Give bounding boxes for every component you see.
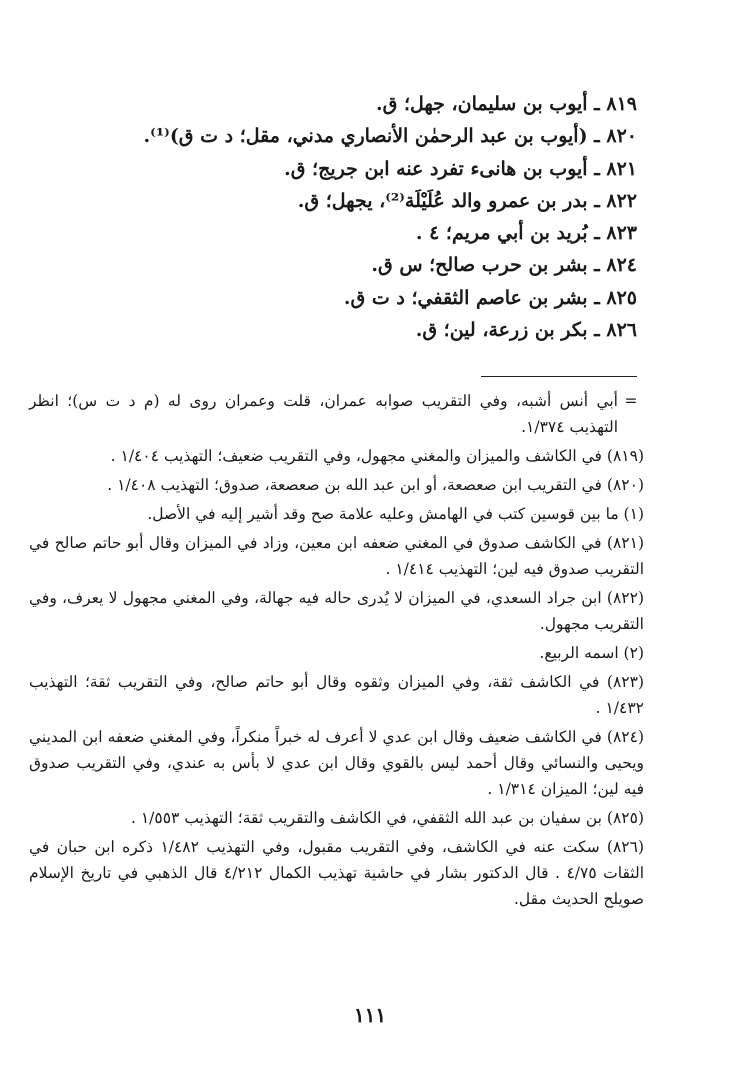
footnote-separator xyxy=(481,376,637,377)
entry-822: ٨٢٢ ـ بدر بن عمرو والد عُلَيْلَة⁽²⁾، يجهل؛ ق. xyxy=(297,189,637,212)
entries-list xyxy=(37,88,637,346)
entry-820: ٨٢٠ ـ (أيوب بن عبد الرحمٰن الأنصاري مدني، مقل؛ د ت ق)⁽¹⁾. xyxy=(143,125,637,148)
entry-823: ٨٢٣ ـ بُريد بن أبي مريم؛ ٤ . xyxy=(415,222,637,245)
footnote-824: (٨٢٤) في الكاشف ضعيف وقال ابن عدي لا أعرف له خبراً منكراً، وفي المغني ضعفه ابن المديني ويحيى والنسائي وقال أحمد ليس بالقوي وقال ابن عدي لا بأس به عندي، وفي التقريب صدوق فيه لين؛ الميزان ١/٣١٤ . xyxy=(29,728,644,798)
footnote-819: (٨١٩) في الكاشف والميزان والمغني مجهول، وفي التقريب ضعيف؛ التهذيب ١/٤٠٤ . xyxy=(110,447,644,465)
entry-821: ٨٢١ ـ أيوب بن هانىء تفرد عنه ابن جريج؛ ق. xyxy=(284,157,637,180)
footnote-822: (٨٢٢) ابن جراد السعدي، في الميزان لا يُدرى حاله فيه جهالة، وفي المغني مجهول لا يعرف، وفي التقريب مجهول. xyxy=(29,589,644,633)
entry-825: ٨٢٥ ـ بشر بن عاصم الثقفي؛ د ت ق. xyxy=(343,286,637,309)
footnote-826: (٨٢٦) سكت عنه في الكاشف، وفي التقريب مقبول، وفي التهذيب ١/٤٨٢ ذكره ابن حبان في الثقات ٤/٧٥ . قال الدكتور بشار في حاشية تهذيب الكمال ٤/٢١٢ قال الذهبي في تاريخ الإسلام صويلح الحديث مقل. xyxy=(29,838,645,908)
footnote-continuation-text: أبي أنس أشبه، وفي التقريب صوابه عمران، قلت وعمران روى له (م د ت س)؛ انظر التهذيب ١/٣٧٤. xyxy=(29,392,618,436)
footnote-1: (١) ما بين قوسين كتب في الهامش وعليه علامة صح وقد أشير إليه في الأصل. xyxy=(147,505,644,523)
entry-819: ٨١٩ ـ أيوب بن سليمان، جهل؛ ق. xyxy=(376,93,637,115)
entry-826: ٨٢٦ ـ بكر بن زرعة، لين؛ ق. xyxy=(415,319,637,342)
footnote-823: (٨٢٣) في الكاشف ثقة، وفي الميزان وثقوه وقال أبو حاتم صالح، وفي التقريب ثقة؛ التهذيب ١/٤٣٢ . xyxy=(29,673,644,717)
continuation-marker: = xyxy=(624,392,638,410)
footnote-2: (٢) اسمه الربيع. xyxy=(539,644,644,662)
footnote-821: (٨٢١) في الكاشف صدوق في المغني ضعفه ابن معين، وزاد في الميزان وقال أبو حاتم صالح في التقريب صدوق فيه لين؛ التهذيب ١/٤١٤ . xyxy=(29,534,644,578)
entry-824: ٨٢٤ ـ بشر بن حرب صالح؛ س ق. xyxy=(371,254,637,277)
footnote-continuation xyxy=(29,388,644,440)
footnote-825: (٨٢٥) بن سفيان بن عبد الله الثقفي، في الكاشف والتقريب ثقة؛ التهذيب ١/٥٥٣ . xyxy=(131,809,644,827)
footnote-820: (٨٢٠) في التقريب ابن صعصعة، أو ابن عبد الله بن صعصعة، صدوق؛ التهذيب ١/٤٠٨ . xyxy=(107,476,644,494)
page-number: ١١١ xyxy=(353,1003,387,1027)
footnotes xyxy=(29,388,644,915)
